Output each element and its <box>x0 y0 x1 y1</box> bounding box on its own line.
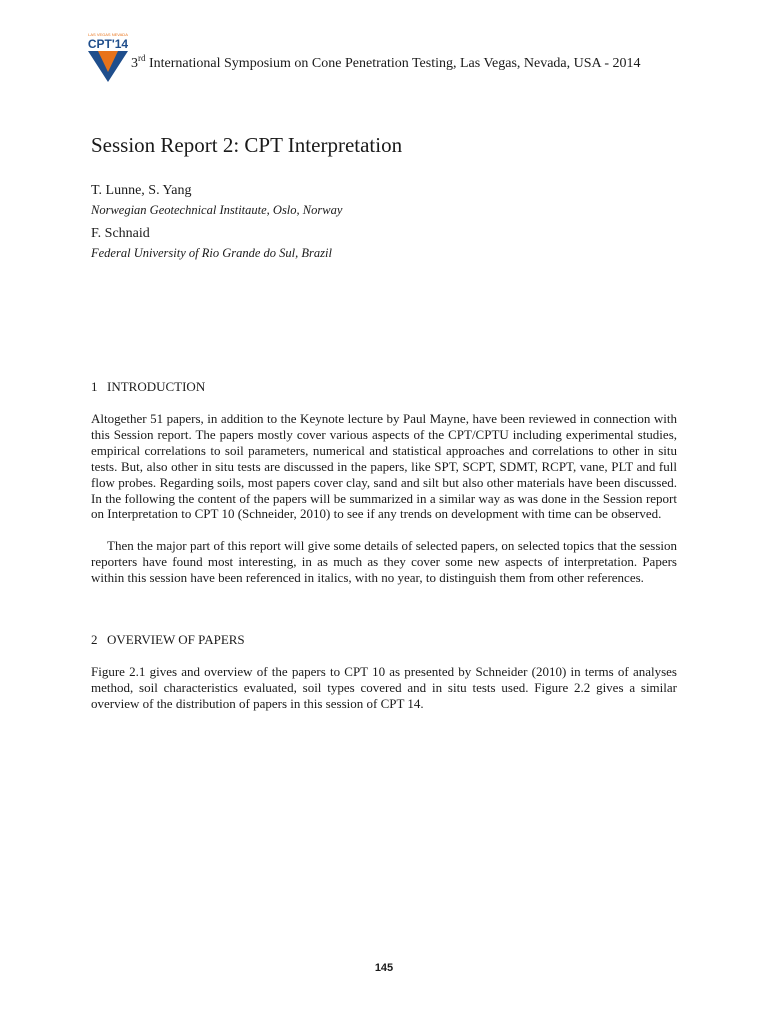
section-heading-introduction <box>91 379 205 395</box>
section-heading-overview <box>91 632 245 648</box>
logo-text: CPT'14 <box>87 37 129 51</box>
paragraph: Figure 2.1 gives and overview of the papers to CPT 10 as presented by Schneider (2010) in terms of analyses method, soil characteristics evaluated, soil types covered and in situ tests used. Figure 2.2 gives a similar overview of the distribution of papers in this session of CPT 14. <box>91 664 677 711</box>
section-title: INTRODUCTION <box>107 379 206 394</box>
conference-logo <box>84 30 132 84</box>
conference-header <box>131 53 641 72</box>
section-title: OVERVIEW OF PAPERS <box>107 632 245 647</box>
page-number: 145 <box>374 962 394 974</box>
section-number: 2 <box>91 632 98 647</box>
author-names-2: F. Schnaid <box>91 226 150 241</box>
paragraph-indented <box>91 538 677 586</box>
paper-title: Session Report 2: CPT Interpretation <box>91 133 403 157</box>
author-names-1: T. Lunne, S. Yang <box>91 183 192 198</box>
logo-small-text: LAS VEGAS NEVADA <box>88 32 128 37</box>
paragraph-text: Then the major part of this report will give some details of selected papers, on selected topics that the session reporters have found most interesting, in as much as they cover some new aspects of interpretation. Papers within this session have been referenced in italics, with no year, to distinguish them from other references. <box>91 538 677 585</box>
section-number: 1 <box>91 379 98 394</box>
ordinal-suffix: rd <box>138 53 146 63</box>
author-affiliation-1: Norwegian Geotechnical Institaute, Oslo, Norway <box>91 203 343 217</box>
author-affiliation-2: Federal University of Rio Grande do Sul, Brazil <box>91 246 332 260</box>
conference-name: International Symposium on Cone Penetration Testing, Las Vegas, Nevada, USA - 2014 <box>149 56 641 71</box>
paragraph: Altogether 51 papers, in addition to the Keynote lecture by Paul Mayne, have been reviewed in connection with this Session report. The papers mostly cover various aspects of the CPT/CPTU including experimental studies, empirical correlations to soil parameters, numerical and statistical approaches and correlations to other in situ tests. But, also other in situ tests are discussed in the papers, like SPT, SCPT, SDMT, RCPT, vane, PLT and full flow probes. Regarding soils, most papers cover clay, sand and silt but also other materials have been discussed. In the following the content of the papers will be summarized in a similar way as was done in the Session report on Interpretation to CPT 10 (Schneider, 2010) to see if any trends on development with time can be observed. <box>91 411 677 522</box>
ordinal-number: 3 <box>131 56 138 71</box>
